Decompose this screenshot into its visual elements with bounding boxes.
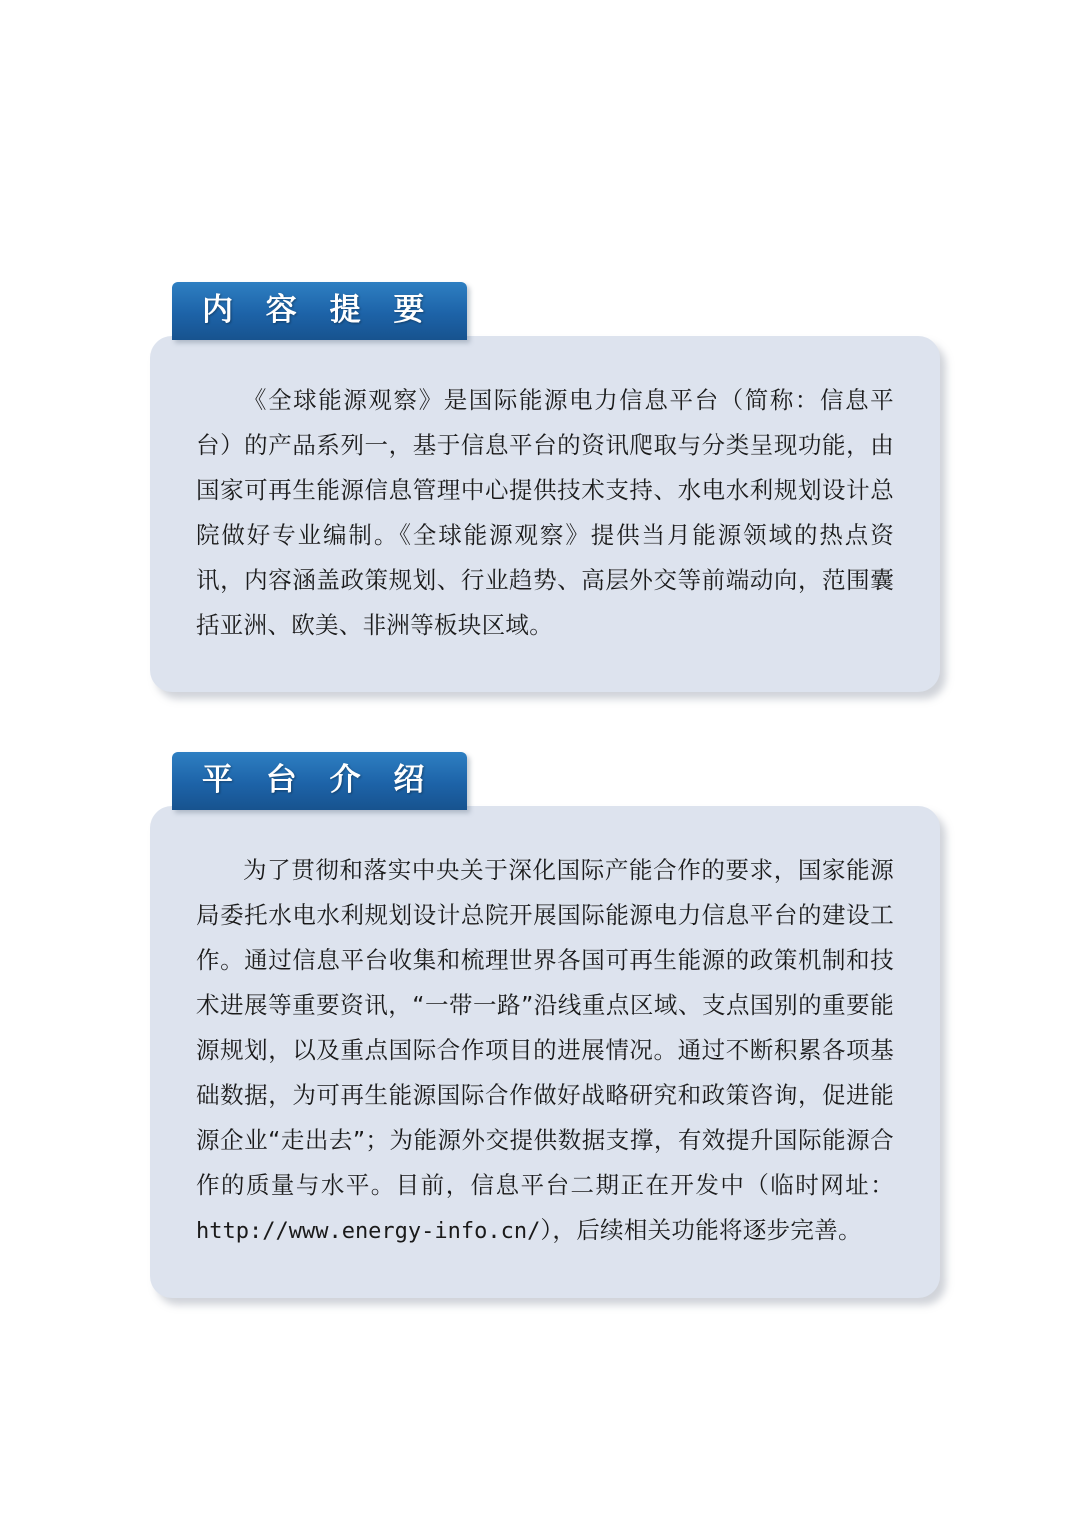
section-body-card-platform [150, 806, 940, 1298]
paragraph-text-prefix: 为了贯彻和落实中央关于深化国际产能合作的要求，国家能源局委托水电水利规划设计总院开展国际能源电力信息平台的建设工作。通过信息平台收集和梳理世界各国可再生能源的政策机制和技术进展等重要资讯，“一带一路”沿线重点区域、支点国别的重要能源规划，以及重点国际合作项目的进展情况。通过不断积累各项基础数据，为可再生能源国际合作做好战略研究和政策咨询，促进能源企业“走出去”；为能源外交提供数据支撑，有效提升国际能源合作的质量与水平。目前，信息平台二期正在开发中（临时网址： [196, 856, 894, 1199]
section-heading-label: 内 容 提 要 [202, 292, 436, 328]
paragraph-text-prefix: 《全球能源观察》是国际能源电力信息平台（简称：信息平台）的产品系列一，基于信息平台的资讯爬取与分类呈现功能，由国家可再生能源信息管理中心提供技术支持、水电水利规划设计总院做好专业编制。《全球能源观察》提供当月能源领域的热点资讯，内容涵盖政策规划、行业趋势、高层外交等前端动向，范围囊括亚洲、欧美、非洲等板块区域。 [196, 386, 894, 639]
section-body-paragraph-platform [196, 848, 894, 1254]
paragraph-text-suffix: ），后续相关功能将逐步完善。 [540, 1216, 862, 1244]
section-body-paragraph-summary [196, 378, 894, 648]
section-heading-tab-platform [172, 752, 467, 810]
section-platform-introduction [150, 752, 940, 1298]
platform-url-text: http://www.energy-info.cn/ [196, 1219, 541, 1244]
section-heading-label: 平 台 介 绍 [202, 762, 436, 798]
section-body-card-summary [150, 336, 940, 692]
section-heading-tab-summary [172, 282, 467, 340]
section-content-summary [150, 282, 940, 692]
